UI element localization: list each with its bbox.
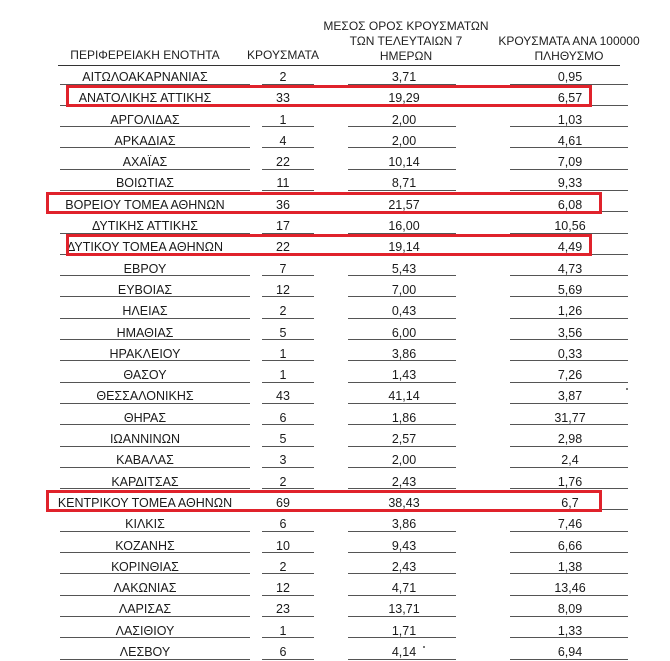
table-row xyxy=(0,576,670,597)
cell-avg: 0,43 xyxy=(391,304,417,319)
header-cases-per-100k xyxy=(484,34,654,64)
table-row xyxy=(0,278,670,299)
table-row xyxy=(0,171,670,192)
header-per-line1: ΚΡΟΥΣΜΑΤΑ ΑΝΑ 100000 xyxy=(498,34,640,48)
cell-region: ΘΑΣΟΥ xyxy=(123,368,167,383)
cell-avg: 3,71 xyxy=(391,70,417,84)
cell-per-100k: 4,61 xyxy=(557,133,583,148)
table-row xyxy=(0,193,670,214)
cell-region: ΔΥΤΙΚΟΥ ΤΟΜΕΑ ΑΘΗΝΩΝ xyxy=(66,240,224,255)
table-row xyxy=(0,235,670,256)
table-row xyxy=(0,108,670,129)
cell-cases: 22 xyxy=(276,240,290,255)
stray-dot xyxy=(626,388,628,390)
cell-per-100k: 1,33 xyxy=(557,623,583,638)
cell-avg: 7,00 xyxy=(391,282,417,297)
cell-per-100k: 0,95 xyxy=(557,70,583,84)
cell-cases: 5 xyxy=(279,325,287,340)
cell-per-100k: 3,87 xyxy=(557,389,583,404)
table-header xyxy=(0,0,670,64)
cell-per-100k: 4,49 xyxy=(557,240,583,255)
cell-region: ΙΩΑΝΝΙΝΩΝ xyxy=(109,432,181,447)
table-row xyxy=(0,65,670,86)
cell-avg: 1,86 xyxy=(391,410,417,425)
cell-region: ΚΑΡΔΙΤΣΑΣ xyxy=(111,474,179,489)
cell-per-100k: 8,09 xyxy=(557,602,583,617)
table-row xyxy=(0,257,670,278)
header-region: ΠΕΡΙΦΕΡΕΙΑΚΗ ΕΝΟΤΗΤΑ xyxy=(70,48,220,62)
cell-region: ΚΕΝΤΡΙΚΟΥ ΤΟΜΕΑ ΑΘΗΝΩΝ xyxy=(57,495,233,510)
cell-region: ΚΟΡΙΝΘΙΑΣ xyxy=(111,559,179,574)
cell-per-100k: 2,98 xyxy=(557,432,583,447)
cell-per-100k: 5,69 xyxy=(557,282,583,297)
cell-region: ΘΗΡΑΣ xyxy=(123,410,167,425)
cell-avg: 1,43 xyxy=(391,368,417,383)
table-row xyxy=(0,470,670,491)
cell-avg: 8,71 xyxy=(391,176,417,191)
table-row xyxy=(0,129,670,150)
cell-region: ΛΑΚΩΝΙΑΣ xyxy=(113,581,177,596)
cell-per-100k: 1,03 xyxy=(557,112,583,127)
cell-cases: 6 xyxy=(279,645,287,660)
cell-per-100k: 9,33 xyxy=(557,176,583,191)
table-row xyxy=(0,448,670,469)
cell-avg: 4,71 xyxy=(391,581,417,596)
table-row xyxy=(0,597,670,618)
cell-avg: 4,14 xyxy=(391,645,417,660)
header-avg-line2: ΤΩΝ ΤΕΛΕΥΤΑΙΩΝ 7 xyxy=(349,34,463,48)
cell-per-100k: 6,57 xyxy=(557,91,583,106)
cell-region: ΑΙΤΩΛΟΑΚΑΡΝΑΝΙΑΣ xyxy=(82,70,208,84)
cell-cases: 12 xyxy=(276,581,290,596)
cell-avg: 38,43 xyxy=(388,495,420,510)
cell-cases: 2 xyxy=(279,70,287,84)
table-row xyxy=(0,86,670,107)
header-avg-cases xyxy=(318,19,494,64)
cell-region: ΚΑΒΑΛΑΣ xyxy=(116,453,174,468)
cell-region: ΑΡΓΟΛΙΔΑΣ xyxy=(110,112,180,127)
cell-cases: 17 xyxy=(276,219,290,234)
cell-cases: 1 xyxy=(279,346,287,361)
cell-avg: 13,71 xyxy=(388,602,420,617)
header-avg-line1: ΜΕΣΟΣ ΟΡΟΣ ΚΡΟΥΣΜΑΤΩΝ xyxy=(323,19,489,33)
cell-cases: 2 xyxy=(279,559,287,574)
cell-region: ΚΟΖΑΝΗΣ xyxy=(115,538,175,553)
cell-avg: 3,86 xyxy=(391,346,417,361)
table-row xyxy=(0,214,670,235)
cell-avg: 19,14 xyxy=(388,240,420,255)
table-row xyxy=(0,406,670,427)
table-row xyxy=(0,512,670,533)
cell-region: ΑΝΑΤΟΛΙΚΗΣ ΑΤΤΙΚΗΣ xyxy=(78,91,212,106)
cell-cases: 22 xyxy=(276,155,290,170)
cell-avg: 9,43 xyxy=(391,538,417,553)
cell-cases: 1 xyxy=(279,368,287,383)
table-row xyxy=(0,534,670,555)
cell-region: ΒΟΡΕΙΟΥ ΤΟΜΕΑ ΑΘΗΝΩΝ xyxy=(65,197,225,212)
cell-region: ΚΙΛΚΙΣ xyxy=(125,517,165,532)
table-row xyxy=(0,491,670,512)
table-row xyxy=(0,321,670,342)
table-row xyxy=(0,640,670,661)
cell-region: ΛΑΡΙΣΑΣ xyxy=(118,602,172,617)
cell-avg: 3,86 xyxy=(391,517,417,532)
cell-cases: 2 xyxy=(279,474,287,489)
cell-cases: 1 xyxy=(279,623,287,638)
cell-region: ΘΕΣΣΑΛΟΝΙΚΗΣ xyxy=(96,389,194,404)
cell-avg: 6,00 xyxy=(391,325,417,340)
table-body xyxy=(0,65,670,661)
cell-per-100k: 1,38 xyxy=(557,559,583,574)
cell-region: ΗΡΑΚΛΕΙΟΥ xyxy=(109,346,181,361)
cell-avg: 5,43 xyxy=(391,261,417,276)
cell-per-100k: 1,26 xyxy=(557,304,583,319)
cell-cases: 12 xyxy=(276,282,290,297)
cell-per-100k: 7,46 xyxy=(557,517,583,532)
cell-cases: 2 xyxy=(279,304,287,319)
table-row xyxy=(0,150,670,171)
cell-avg: 2,57 xyxy=(391,432,417,447)
cell-avg: 2,00 xyxy=(391,133,417,148)
cell-per-100k: 13,46 xyxy=(554,581,586,596)
cell-region: ΛΕΣΒΟΥ xyxy=(119,645,171,660)
cell-avg: 10,14 xyxy=(388,155,420,170)
cell-region: ΔΥΤΙΚΗΣ ΑΤΤΙΚΗΣ xyxy=(92,219,198,234)
cell-cases: 7 xyxy=(279,261,287,276)
cell-region: ΗΛΕΙΑΣ xyxy=(122,304,168,319)
cell-avg: 41,14 xyxy=(388,389,420,404)
table-row xyxy=(0,555,670,576)
cell-per-100k: 7,26 xyxy=(557,368,583,383)
table-row xyxy=(0,619,670,640)
cell-cases: 6 xyxy=(279,410,287,425)
cell-cases: 33 xyxy=(276,91,290,106)
cell-avg: 2,43 xyxy=(391,474,417,489)
cell-per-100k: 6,7 xyxy=(561,495,579,510)
cell-per-100k: 1,76 xyxy=(557,474,583,489)
cell-region: ΑΧΑΪΑΣ xyxy=(122,155,168,170)
cell-avg: 19,29 xyxy=(388,91,420,106)
table-row xyxy=(0,427,670,448)
cell-cases: 6 xyxy=(279,517,287,532)
cell-region: ΕΒΡΟΥ xyxy=(123,261,167,276)
stray-dot xyxy=(423,646,425,648)
cell-region: ΒΟΙΩΤΙΑΣ xyxy=(115,176,175,191)
cell-cases: 4 xyxy=(279,133,287,148)
cell-per-100k: 6,66 xyxy=(557,538,583,553)
cell-cases: 43 xyxy=(276,389,290,404)
cell-per-100k: 0,33 xyxy=(557,346,583,361)
header-cases: ΚΡΟΥΣΜΑΤΑ xyxy=(247,48,319,62)
cell-cases: 36 xyxy=(276,197,290,212)
cell-region: ΗΜΑΘΙΑΣ xyxy=(116,325,174,340)
header-per-line2: ΠΛΗΘΥΣΜΟ xyxy=(534,49,604,63)
header-avg-line3: ΗΜΕΡΩΝ xyxy=(379,49,433,63)
table-row xyxy=(0,363,670,384)
cell-per-100k: 6,08 xyxy=(557,197,583,212)
cell-per-100k: 10,56 xyxy=(554,219,586,234)
cell-cases: 3 xyxy=(279,453,287,468)
cell-avg: 2,43 xyxy=(391,559,417,574)
cell-avg: 21,57 xyxy=(388,197,420,212)
cell-avg: 2,00 xyxy=(391,453,417,468)
cell-region: ΛΑΣΙΘΙΟΥ xyxy=(115,623,175,638)
cell-per-100k: 31,77 xyxy=(554,410,586,425)
cell-region: ΕΥΒΟΙΑΣ xyxy=(117,282,173,297)
cell-cases: 23 xyxy=(276,602,290,617)
cell-per-100k: 2,4 xyxy=(561,453,579,468)
cell-region: ΑΡΚΑΔΙΑΣ xyxy=(114,133,176,148)
table-row xyxy=(0,342,670,363)
cell-cases: 11 xyxy=(276,176,290,191)
cell-cases: 10 xyxy=(276,538,290,553)
cell-cases: 69 xyxy=(276,495,290,510)
cell-per-100k: 3,56 xyxy=(557,325,583,340)
cell-cases: 1 xyxy=(279,112,287,127)
cell-cases: 5 xyxy=(279,432,287,447)
cell-per-100k: 4,73 xyxy=(557,261,583,276)
table-row xyxy=(0,384,670,405)
table-row xyxy=(0,299,670,320)
cell-avg: 2,00 xyxy=(391,112,417,127)
cell-per-100k: 6,94 xyxy=(557,645,583,660)
cell-avg: 16,00 xyxy=(388,219,420,234)
cell-avg: 1,71 xyxy=(391,623,417,638)
cell-per-100k: 7,09 xyxy=(557,155,583,170)
